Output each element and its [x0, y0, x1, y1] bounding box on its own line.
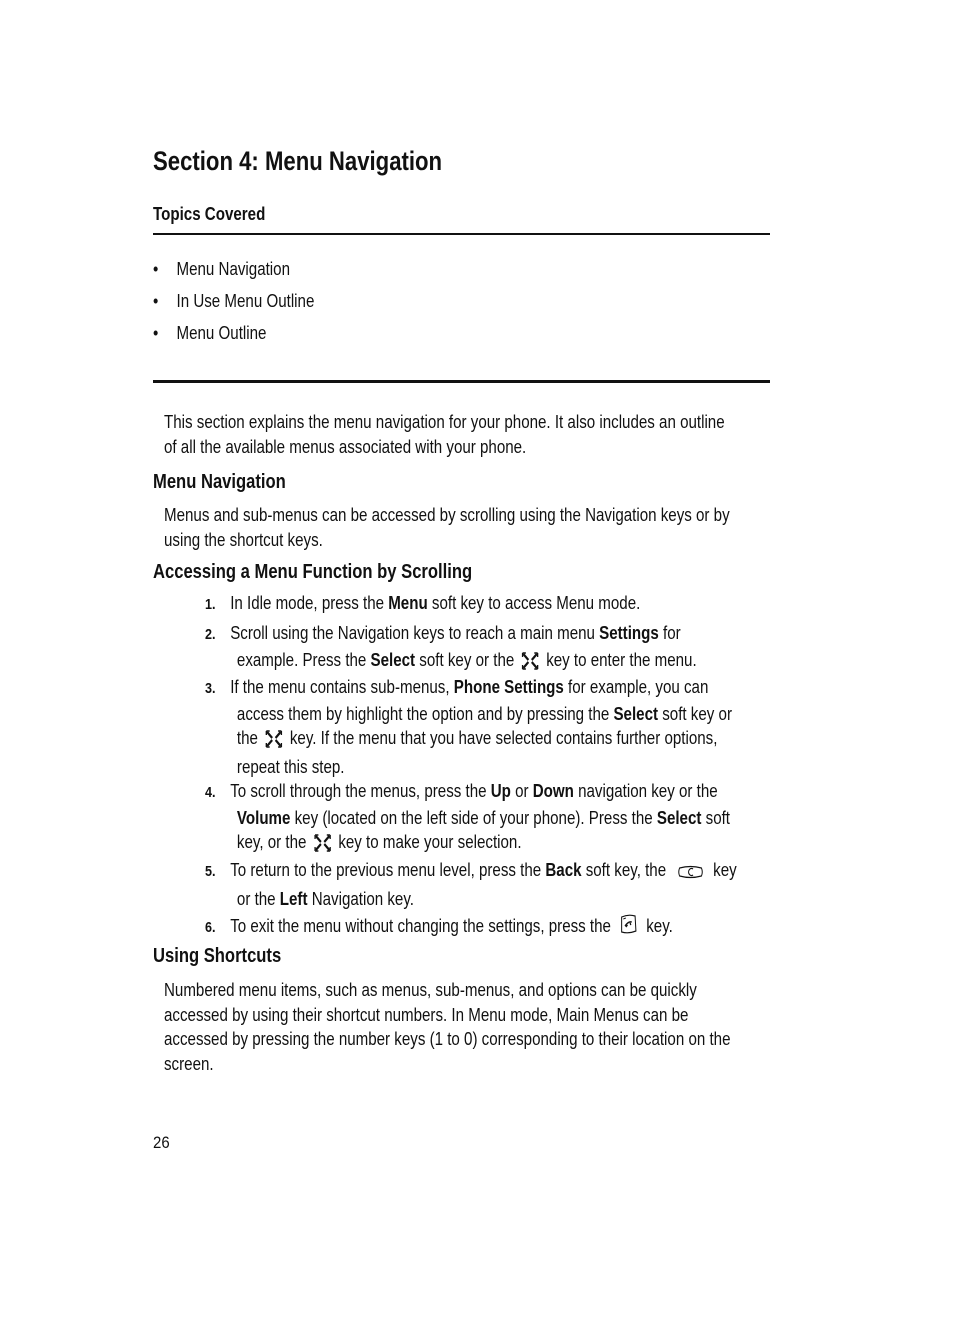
- step-1: 1. In Idle mode, press the Menu soft key to access Menu mode.: [205, 593, 641, 613]
- step-6: 6. To exit the menu without changing the settings, press the key.: [205, 912, 762, 943]
- shortcuts-heading: Using Shortcuts: [153, 945, 282, 967]
- page-number: 26: [153, 1133, 170, 1152]
- select-key-icon: [522, 652, 539, 677]
- back-key-icon: [677, 862, 704, 887]
- menu-navigation-paragraph: Menus and sub-menus can be accessed by scrolling using the Navigation keys or by using the shortcut keys.: [164, 505, 730, 550]
- step-5: 5. To return to the previous menu level, press the Back soft key, the key or the Left Navigation key.: [205, 860, 737, 909]
- step-4: 4. To scroll through the menus, press the Up or Down navigation key or the Volume key (located on the left side of your phone). Press the Select soft key, or the key to make your selection.: [205, 779, 830, 859]
- topics-bottom-rule: [153, 380, 770, 383]
- step-3: 3. If the menu contains sub-menus, Phone Settings for example, you can access them by highlight the option and by pressing the Select soft key or the key. If the menu that you have selected contains further options, repeat this step.: [205, 677, 732, 777]
- section-title: Section 4: Menu Navigation: [153, 146, 443, 176]
- topic-item: • Menu Outline: [153, 323, 267, 343]
- topic-item: • In Use Menu Outline: [153, 291, 315, 311]
- topics-top-rule: [153, 233, 770, 235]
- shortcuts-paragraph: Numbered menu items, such as menus, sub-menus, and options can be quickly accessed by using their shortcut numbers. In Menu mode, Main Menus can be accessed by pressing the number keys (1 to 0) corresponding to their location on the screen.: [164, 980, 731, 1074]
- topics-heading: Topics Covered: [153, 204, 266, 224]
- topic-item: • Menu Navigation: [153, 259, 290, 279]
- end-key-icon: [619, 912, 639, 943]
- select-key-icon: [314, 834, 331, 859]
- intro-paragraph: This section explains the menu navigation for your phone. It also includes an outline of all the available menus associated with your phone.: [164, 412, 725, 457]
- scrolling-heading: Accessing a Menu Function by Scrolling: [153, 561, 473, 583]
- menu-navigation-heading: Menu Navigation: [153, 471, 286, 493]
- select-key-icon: [266, 730, 283, 755]
- step-2: 2. Scroll using the Navigation keys to reach a main menu Settings for example. Press the Select soft key or the key to enter the menu.: [205, 621, 790, 676]
